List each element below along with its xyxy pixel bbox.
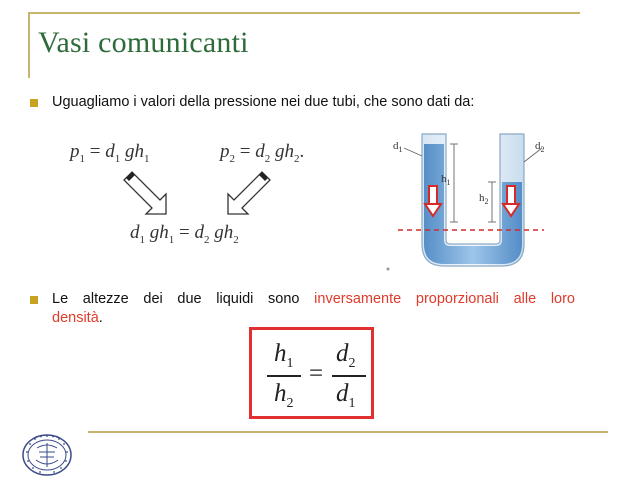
page-title: Vasi comunicanti [38,26,249,59]
frame-top-line [28,12,580,14]
fraction-bar-left [267,375,301,377]
label-d2: $d_2$ [535,140,545,155]
communicating-vessels-diagram [378,126,556,276]
label-h1: $h_1$ [441,173,451,188]
ratio-formula-box [249,327,374,419]
ratio-denominator-right: $d_1$ [336,380,356,411]
bullet-text-2: Le altezze dei due liquidi sono inversamente proporzionali alle loro [52,291,575,307]
bullet-text-2-line2: densità. [52,310,103,326]
arrow-right-down-icon [124,172,166,214]
university-seal-logo [18,432,76,476]
bullet-marker [30,99,38,107]
ratio-numerator-left: $h_1$ [274,340,294,371]
bullet-marker [30,296,38,304]
stray-dot [387,268,390,271]
formula-combined: $d_1$ $gh_1 = d_2$ $gh_2$ [130,222,239,246]
frame-left-line [28,12,30,78]
ratio-numerator-right: $d_2$ [336,340,356,371]
fraction-bar-right [332,375,366,377]
formula-p1: $p_1 = d_1$ $gh_1$ [70,141,150,165]
footer-line [88,431,608,433]
arrow-left-down-icon [228,172,270,214]
converging-arrows [120,168,295,220]
label-h2: $h_2$ [479,192,489,207]
bullet-text-1: Uguagliamo i valori della pressione nei due tubi, che sono dati da: [52,94,475,110]
label-d1: $d_1$ [393,140,403,155]
ratio-equals: = [309,360,324,387]
ratio-denominator-left: $h_2$ [274,380,294,411]
formula-p2: $p_2 = d_2$ $gh_2$. [220,141,305,165]
